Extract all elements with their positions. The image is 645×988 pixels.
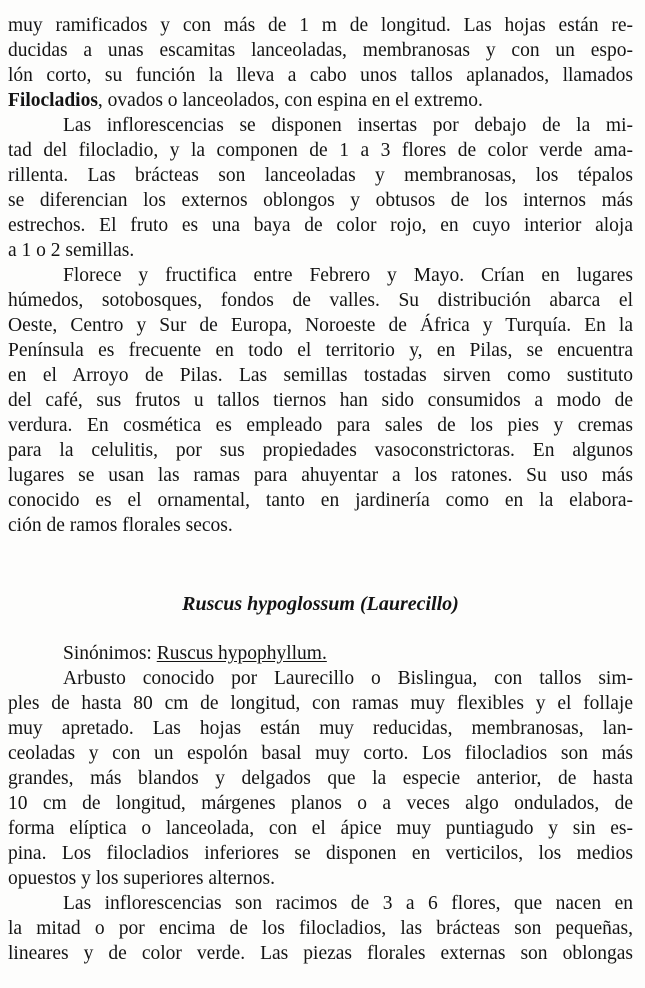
text-segment: en el Arroyo de Pilas. Las semillas tostadas sirven como sustituto <box>8 365 633 386</box>
text-line <box>8 866 633 891</box>
text-segment: a 1 o 2 semillas. <box>8 240 135 261</box>
section-heading: Ruscus hypoglossum (Laurecillo) <box>182 593 459 615</box>
text-line <box>8 488 633 513</box>
text-line <box>8 791 633 816</box>
text-line <box>8 113 633 138</box>
text-segment: lineares y de color verde. Las piezas florales externas son oblongas <box>8 943 633 964</box>
text-segment: para la celulitis, por sus propiedades vasoconstrictoras. En algunos <box>8 440 633 461</box>
paragraph-inflorescencias <box>8 113 633 263</box>
text-line <box>8 463 633 488</box>
text-line <box>8 816 633 841</box>
text-segment: estrechos. El fruto es una baya de color rojo, en cuyo interior aloja <box>8 215 633 236</box>
text-line <box>8 88 633 113</box>
text-segment: Las inflorescencias se disponen insertas por debajo de la mi- <box>63 115 633 136</box>
text-segment: Las inflorescencias son racimos de 3 a 6 flores, que nacen en <box>63 893 633 914</box>
text-segment: 10 cm de longitud, márgenes planos o a veces algo ondulados, de <box>8 793 633 814</box>
text-segment: húmedos, sotobosques, fondos de valles. Su distribución abarca el <box>8 290 633 311</box>
text-line <box>8 138 633 163</box>
text-line <box>8 288 633 313</box>
text-segment: , ovados o lanceolados, con espina en el extremo. <box>97 90 483 111</box>
text-segment: forma elíptica o lanceolada, con el ápice muy puntiagudo y sin es- <box>8 818 633 839</box>
text-segment: rillenta. Las brácteas son lanceoladas y membranosas, los tépalos <box>8 165 633 186</box>
text-line <box>8 338 633 363</box>
text-line <box>8 716 633 741</box>
text-line <box>8 38 633 63</box>
text-segment: Península es frecuente en todo el territorio y, en Pilas, se encuentra <box>8 340 633 361</box>
paragraph-distribucion-usos <box>8 263 633 538</box>
text-line <box>8 666 633 691</box>
paragraph-filocladios <box>8 13 633 113</box>
text-segment: del café, sus frutos u tallos tiernos han sido consumidos a modo de <box>8 390 633 411</box>
text-segment: muy apretado. Las hojas están muy reducidas, membranosas, lan- <box>8 718 633 739</box>
text-line <box>8 388 633 413</box>
text-segment: muy ramificados y con más de 1 m de longitud. Las hojas están re- <box>8 15 633 36</box>
text-segment: verdura. En cosmética es empleado para sales de los pies y cremas <box>8 415 633 436</box>
paragraph-inflorescencias-laurecillo <box>8 891 633 966</box>
bold-term: Filocladios <box>8 90 98 111</box>
text-segment: ción de ramos florales secos. <box>8 515 233 536</box>
text-line <box>8 213 633 238</box>
text-line <box>8 238 633 263</box>
page-body <box>8 13 633 966</box>
paragraph-sinonimos <box>8 641 633 666</box>
text-segment: conocido es el ornamental, tanto en jardinería como en la elabora- <box>8 490 633 511</box>
text-line <box>8 641 633 666</box>
text-segment: pina. Los filocladios inferiores se disponen en verticilos, los medios <box>8 843 633 864</box>
text-line <box>8 363 633 388</box>
text-line <box>8 891 633 916</box>
text-line <box>8 841 633 866</box>
text-segment: se diferencian los externos oblongos y obtusos de los internos más <box>8 190 633 211</box>
text-line <box>8 941 633 966</box>
text-line <box>8 741 633 766</box>
text-segment: la mitad o por encima de los filocladios, las brácteas son pequeñas, <box>8 918 633 939</box>
text-segment: lón corto, su función la lleva a cabo unos tallos aplanados, llamados <box>8 65 633 86</box>
text-segment: Oeste, Centro y Sur de Europa, Noroeste de África y Turquía. En la <box>8 315 633 336</box>
text-segment: Arbusto conocido por Laurecillo o Bislingua, con tallos sim- <box>63 668 633 689</box>
text-line <box>8 313 633 338</box>
paragraph-descripcion-laurecillo <box>8 666 633 891</box>
text-segment: ceoladas y con un espolón basal muy corto. Los filocladios son más <box>8 743 633 764</box>
text-line <box>8 63 633 88</box>
text-line <box>8 691 633 716</box>
text-line <box>8 438 633 463</box>
text-line <box>8 163 633 188</box>
text-segment: ples de hasta 80 cm de longitud, con ramas muy flexibles y el follaje <box>8 693 633 714</box>
text-segment: Florece y fructifica entre Febrero y Mayo. Crían en lugares <box>63 265 633 286</box>
text-line <box>8 413 633 438</box>
underlined-term: Ruscus hypophyllum. <box>156 643 327 664</box>
text-line <box>8 916 633 941</box>
text-segment: lugares se usan las ramas para ahuyentar a los ratones. Su uso más <box>8 465 633 486</box>
text-line <box>8 513 633 538</box>
text-segment: tad del filocladio, y la componen de 1 a 3 flores de color verde ama- <box>8 140 633 161</box>
text-line <box>8 263 633 288</box>
text-segment: Sinónimos: <box>63 643 157 664</box>
text-segment: grandes, más blandos y delgados que la especie anterior, de hasta <box>8 768 633 789</box>
text-line <box>8 188 633 213</box>
text-line <box>8 13 633 38</box>
text-segment: ducidas a unas escamitas lanceoladas, membranosas y con un espo- <box>8 40 633 61</box>
text-line <box>8 766 633 791</box>
text-segment: opuestos y los superiores alternos. <box>8 868 276 889</box>
